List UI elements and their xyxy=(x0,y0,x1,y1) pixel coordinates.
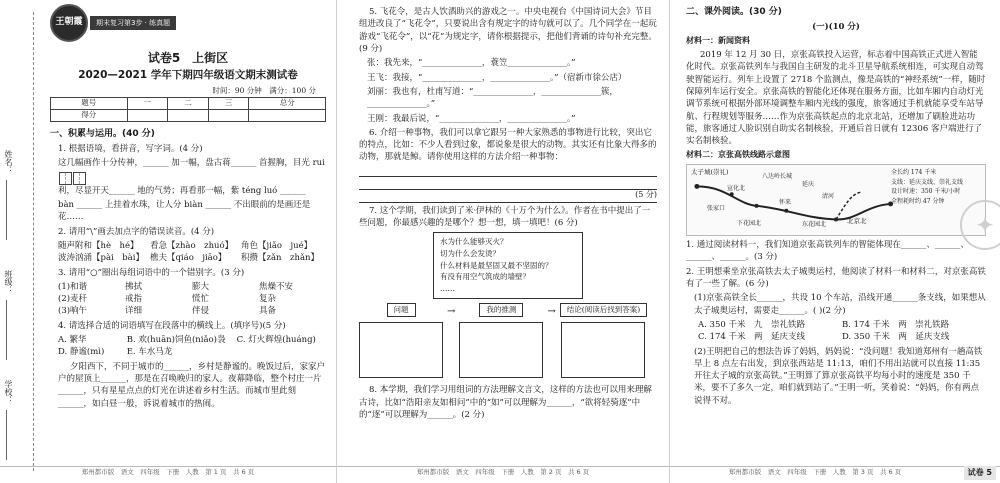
choice-option[interactable]: B. 174 千米 两 崇礼铁路 xyxy=(842,319,950,330)
map-station-label: 下花园北 xyxy=(737,220,762,228)
option-item: B. 欢(huān)饲鱼(niǎo)袅 xyxy=(126,335,226,346)
word-item[interactable]: 伴侵 xyxy=(192,306,210,317)
legend-item: 全程耗时约 47 分钟 xyxy=(891,197,945,205)
question-7-prompt: 7. 这个学期，我们读到了米·伊林的《十万个为什么》。作者在书中提出了一些问题，你最感兴趣的是哪个？想一想，填一填吧！(6 分) xyxy=(359,205,651,229)
section-2-title: 二、课外阅读。(30 分) xyxy=(686,7,782,17)
word-item[interactable]: 膨大 xyxy=(192,281,210,292)
flow-answer-box[interactable] xyxy=(359,322,443,378)
flow-step-label: 问题 xyxy=(387,303,416,318)
binding-class-label: 班级： xyxy=(4,270,13,294)
material-1-text: 2019 年 12 月 30 日，京张高铁投入运营，标志着中国高铁正式进入智能化时代。京张高铁列车与我国自主研发的北斗卫星导航系统相连，可实现自动驾驶智能运行。列车上设置了 2718 个监测点，像是高铁的“神经系统”一样，随时保障列车运行安全。京张高铁的智能化还体现在服务方面，比如车厢内自动灯光调节系统可根据外部环境调整车厢内光线的强度，旅客通过手机就能享受车站导航、行程规划等服务……作为京张高铁起点的北京北站，还增加了刷脸进站功能，旅客通过人脸识别自助实名制核验，开通后首日就有 12306 客户端进行了实名制核验。 xyxy=(686,49,986,147)
inference-flowchart xyxy=(359,303,657,379)
material-1-title: 材料一：新闻资料 xyxy=(686,36,750,46)
map-station-label: 怀来 xyxy=(779,199,792,207)
question-8-prompt: 8. 本学期，我们学习用组词的方法理解文言文，这样的方法也可以用来理解古诗，比如“浩阳亲友如相问”中的“如”可以理解为______，“欲将轻骑逐”中的“逐”可以理解为______。(2 分) xyxy=(359,385,652,420)
question-5-line[interactable]: 王刚：我最后说，“______________，______________。” xyxy=(367,113,576,124)
reading-question-1[interactable]: 1. 通过阅读材料一，我们知道京张高铁列车的智能体现在______、______、______、______。(3 分) xyxy=(686,240,969,263)
answer-line[interactable] xyxy=(359,179,657,190)
review-step-badge: 期末复习第3步 · 练真题 xyxy=(90,16,176,30)
score-header-cell: 二 xyxy=(168,98,209,110)
choice-option[interactable]: D. 350 千米 两 延庆支线 xyxy=(842,332,950,343)
reading-choice-item[interactable]: 樵夫【qiáo jiāo】 xyxy=(149,253,227,264)
map-station-label: 东花园北 xyxy=(802,221,827,229)
word-item[interactable]: (1)和谐 xyxy=(58,281,88,292)
section-1 xyxy=(50,128,326,412)
binding-dashed-line xyxy=(33,12,34,471)
word-item[interactable]: 戒指 xyxy=(125,294,143,305)
score-header-cell: 三 xyxy=(208,98,249,110)
score-header-cell: 一 xyxy=(127,98,168,110)
word-item[interactable]: (2)麦秆 xyxy=(58,294,88,305)
option-item: A. 繁华 xyxy=(58,335,87,346)
page-1-content xyxy=(50,0,326,461)
question-6-score: (5 分) xyxy=(635,190,657,200)
legend-item: 设计时速：350 千米/小时 xyxy=(891,188,961,196)
question-1-line-text: 利，尽显开天______ 地的气势；再看那一幅，紫 téng luó ______ xyxy=(58,185,306,196)
writing-grid-box[interactable] xyxy=(73,172,86,185)
word-item[interactable]: 拂拭 xyxy=(125,281,143,292)
writing-grid-box[interactable] xyxy=(59,172,72,185)
score-row-label: 得分 xyxy=(51,110,128,122)
map-station-label: 延庆 xyxy=(802,181,815,189)
word-item[interactable]: (3)响午 xyxy=(58,306,88,317)
score-input-cell[interactable] xyxy=(249,110,326,122)
binding-class-line xyxy=(6,300,7,360)
exam-title: 试卷5 上街区 xyxy=(147,51,229,65)
station-dot xyxy=(755,204,759,208)
legend-item: 全长约 174 千米 xyxy=(891,169,937,177)
arrow-right-icon: → xyxy=(447,305,456,317)
flow-answer-box[interactable] xyxy=(459,322,543,378)
page-3-content xyxy=(686,0,986,461)
answer-line[interactable] xyxy=(359,166,657,177)
word-item[interactable]: 详细 xyxy=(125,306,143,317)
exam-time-score: 时间：90 分钟 满分：100 分 xyxy=(212,86,316,95)
section-1-title: 一、积累与运用。(40 分) xyxy=(50,129,155,139)
choice-option[interactable]: A. 350 千米 九 崇礼铁路 xyxy=(698,319,805,330)
map-start-station: 太子城(崇礼) xyxy=(691,168,729,177)
reading-choice-item[interactable]: 积攒【zǎn zhǎn】 xyxy=(240,253,319,264)
score-input-cell[interactable] xyxy=(168,110,209,122)
question-3-options xyxy=(50,281,326,318)
reading-choice-item[interactable]: 随声附和【hè hé】 xyxy=(58,240,139,251)
exam-page-1 xyxy=(0,0,336,483)
score-header-cell: 总分 xyxy=(249,98,326,110)
question-list-item: 切为什么会发烫？ xyxy=(440,249,500,258)
flow-step xyxy=(560,303,647,379)
question-5-line[interactable]: 王飞：我接，“______________，______________。”（宿新市徐公店） xyxy=(367,72,627,83)
binding-name-label: 姓名： xyxy=(4,150,13,174)
option-item: E. 车水马龙 xyxy=(126,347,173,358)
question-list-item: 有没有用空气筑成的墙壁？ xyxy=(440,272,530,282)
map-station-label: 宣化北 xyxy=(727,185,746,193)
map-legend xyxy=(891,168,983,206)
main-line xyxy=(697,186,891,219)
exam-page-2 xyxy=(336,0,669,483)
page-footer: 郑州都市版 语文 四年级 下册 人教 第 3 页 共 6 页 xyxy=(728,467,902,476)
binding-school-line xyxy=(6,410,7,460)
page-footer: 郑州都市版 语文 四年级 下册 人教 第 2 页 共 6 页 xyxy=(416,467,590,476)
publisher-logo: 王朝霞 xyxy=(50,4,88,42)
station-dot xyxy=(784,209,788,213)
question-1-line xyxy=(50,199,326,224)
score-table-row xyxy=(51,110,326,122)
flow-step xyxy=(459,303,543,379)
score-header-cell: 题号 xyxy=(51,98,128,110)
flow-step xyxy=(359,303,443,379)
question-1-line-text: 这几幅画作十分传神，______ 加一幅，盘古蒋______ 首握胸，目光 rui xyxy=(58,158,325,169)
page-2-content xyxy=(359,0,657,461)
question-2-options xyxy=(50,240,326,265)
binding-margin xyxy=(0,0,44,483)
reading-question-2: 2. 王明想乘坐京张高铁去太子城奥运村，他阅读了材料一和材料二，对京张高铁有了一些了解。(6 分) xyxy=(686,266,986,289)
exam-subtitle: 2020—2021 学年下期四年级语文期末测试卷 xyxy=(78,69,298,81)
material-2-title: 材料二：京张高铁线路示意图 xyxy=(686,150,790,160)
reading-choice-item[interactable]: 波涛汹涌【pài bài】 xyxy=(58,253,144,264)
map-station-label: 清河 xyxy=(822,193,835,201)
watermark-stamp-icon: ✦ xyxy=(960,200,1000,250)
option-item: C. 灯火辉煌(huáng) xyxy=(236,335,316,346)
word-item[interactable]: 复杂 xyxy=(259,294,277,305)
question-4-prompt: 4. 请选择合适的词语填写在段落中的横线上。(填序号)(5 分) xyxy=(58,320,286,331)
word-item[interactable]: 慌忙 xyxy=(192,294,210,305)
word-item[interactable]: 焦燥不安 xyxy=(259,281,294,292)
question-1-line xyxy=(50,172,326,197)
map-station-label: 张家口 xyxy=(707,205,726,213)
flow-answer-box[interactable] xyxy=(561,322,645,378)
question-3-prompt: 3. 请用“○”圈出每组词语中的一个错别字。(3 分) xyxy=(58,267,245,278)
answer-line[interactable] xyxy=(359,192,657,203)
exam-page-3 xyxy=(669,0,1000,483)
question-list-item: 水为什么能够灭火？ xyxy=(440,237,508,247)
score-input-cell[interactable] xyxy=(208,110,249,122)
station-dot xyxy=(694,184,699,189)
binding-name-line xyxy=(6,180,7,240)
reading-choice-item[interactable]: 角色【jiǎo jué】 xyxy=(240,240,313,251)
score-table-header-row xyxy=(51,98,326,110)
reading-question-2-sub2: (2)王明把自己的想法告诉了妈妈，妈妈说：“没问题！我知道郑州有一趟高铁早上 8 点左右出发，到京张西站是 11:13，咱们不用出站就可以直接 11:35 开往太子城的京张高铁。”王明算了算京张高铁平均每小时的速度是 350 千米，要不了多久一定，咱们就到站了。”王明一听，笑着说：“妈妈，你有两点说得不对。 xyxy=(694,346,983,406)
question-list-item: 什么材料是最坚固又最不坚固的？ xyxy=(440,260,553,270)
question-2-prompt: 2. 请用“\”画去加点字的错误读音。(4 分) xyxy=(58,226,215,237)
binding-school-label: 学校： xyxy=(4,380,13,404)
question-4-options xyxy=(50,334,326,359)
legend-item: 支线：延庆支线、崇礼支线 xyxy=(891,178,964,186)
question-5-line[interactable]: 刘丽：我也有，杜甫写道：“______________，______________簇，______________。” xyxy=(367,86,618,110)
station-dot xyxy=(834,218,838,222)
word-item[interactable]: 具备 xyxy=(259,306,277,317)
question-5-prompt: 5. 飞花令，是古人饮酒助兴的游戏之一。中央电视台《中国诗词大会》节目组进改良了“飞花令”，只要说出含有规定字的诗句就可以了。几个同学在一起玩游戏“飞花令”，以“花”为规定字，请你根据提示，把他们背诵的诗句补充完整。(9 分) xyxy=(359,7,657,54)
question-list-box xyxy=(433,232,583,298)
score-table xyxy=(50,97,326,122)
option-item: D. 静谧(mì) xyxy=(58,347,105,358)
arrow-right-icon: → xyxy=(547,305,556,317)
page-footer: 郑州都市版 语文 四年级 下册 人教 第 1 页 共 6 页 xyxy=(81,467,255,476)
exam-number-badge: 试卷 5 xyxy=(964,466,996,480)
question-1-line-text: bàn ______ 上挂着水珠，让人分 biàn ______ 不出眼前的是画还是花…… xyxy=(58,199,311,223)
railway-route-map xyxy=(686,164,986,236)
score-input-cell[interactable] xyxy=(127,110,168,122)
question-5-line[interactable]: 张：我先来，“______________，蓑笠______________。” xyxy=(367,58,576,69)
map-station-label: 八达岭长城 xyxy=(762,173,793,181)
flow-step-label: 我的推测 xyxy=(479,303,523,318)
flow-step-label: 结论(阅读后找到答案) xyxy=(560,303,647,318)
question-1-prompt: 1. 根据语境，看拼音，写字词。(4 分) xyxy=(58,144,203,155)
question-list-item: …… xyxy=(440,283,455,293)
choice-option[interactable]: C. 174 千米 两 延庆支线 xyxy=(698,332,806,343)
map-end-station: 北京北 xyxy=(847,217,867,226)
question-4-paragraph: 夕阳西下，不同于城市的______，乡村是静谧的。晚饭过后，家家户户的屋顶上______，那是在召唤晚归的家人。夜幕降临，整个村庄一片______，只有星星点点的灯光在讲述着乡村生活。而城市里此刻______，如白昼一般，诉说着城市的热闹。 xyxy=(58,361,326,409)
reading-question-2-sub1[interactable]: (1)京张高铁全长______，共设 10 个车站，沿线开通______条支线，如果想从太子城奥运村，需要走______。( )(2 分) xyxy=(694,293,986,316)
reading-part-title: (一)(10 分) xyxy=(812,22,860,33)
question-6-prompt: 6. 介绍一种事物，我们可以拿它跟另一种大家熟悉的事物进行比较，突出它的特点，比如：不少人看到过象，都说象是很大的动物。其实还有比象大得多的动物，那就是鲸。请你使用这样的方法介绍一种事物： xyxy=(359,127,657,163)
reading-question-2-options xyxy=(698,319,986,344)
reading-choice-item[interactable]: 看急【zhào zhuó】 xyxy=(149,240,234,251)
question-1-line xyxy=(50,157,326,169)
